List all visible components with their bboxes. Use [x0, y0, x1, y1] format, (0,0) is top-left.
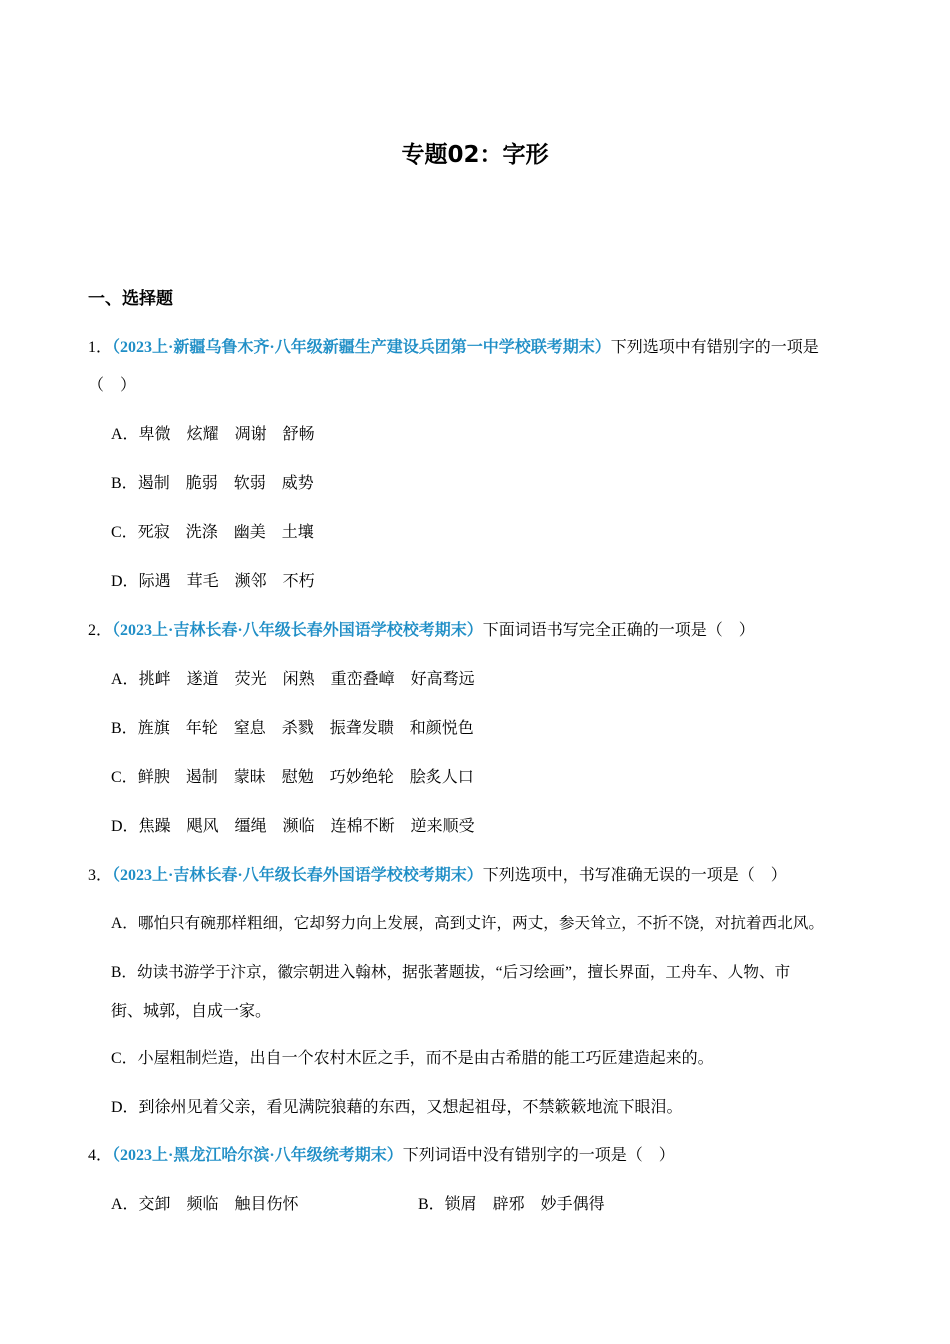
question-text: 下列词语中没有错别字的一项是（ ）	[402, 1147, 675, 1164]
question-3-stem	[88, 862, 787, 885]
question-source: （2023上·吉林长春·八年级长春外国语学校校考期末）	[112, 622, 483, 639]
question-number: 3．	[88, 867, 113, 884]
option-d[interactable]: D．际遇 茸毛 濒邻 不朽	[111, 573, 315, 590]
question-source: （2023上·吉林长春·八年级长春外国语学校校考期末）	[112, 867, 483, 884]
option-b[interactable]: B．遏制 脆弱 软弱 威势	[111, 475, 314, 492]
question-text: 下面词语书写完全正确的一项是（ ）	[482, 622, 755, 639]
question-source: （2023上·新疆乌鲁木齐·八年级新疆生产建设兵团第一中学校联考期末）	[112, 339, 611, 356]
option-a[interactable]: A．哪怕只有碗那样粗细，它却努力向上发展，高到丈许，两丈，参天耸立，不折不饶，对抗着西北风。	[111, 915, 824, 932]
option-a[interactable]: A．挑衅 遂道 荧光 闲熟 重峦叠嶂 好高骛远	[111, 671, 475, 688]
option-c[interactable]: C．鲜腴 遏制 蒙昧 慰勉 巧妙绝轮 脍炙人口	[111, 769, 474, 786]
option-d[interactable]: D．焦躁 飓风 缰绳 濒临 连棉不断 逆来顺受	[111, 818, 475, 835]
option-b[interactable]: B．幼读书游学于汴京，徽宗朝进入翰林，据张著题拔，“后习绘画”，擅长界面，工舟车、人物、市	[111, 964, 791, 981]
question-text: 下列选项中，书写准确无误的一项是（ ）	[482, 867, 787, 884]
option-a[interactable]: A．卑微 炫耀 凋谢 舒畅	[111, 426, 315, 443]
question-number: 2．	[88, 622, 113, 639]
question-text: 下列选项中有错别字的一项是	[610, 339, 819, 356]
page-title: 专题02：字形	[401, 142, 549, 168]
option-c[interactable]: C．死寂 洗涤 幽美 土壤	[111, 524, 314, 541]
question-source: （2023上·黑龙江哈尔滨·八年级统考期末）	[112, 1147, 403, 1164]
option-b[interactable]: B．锁屑 辟邪 妙手偶得	[418, 1196, 605, 1213]
answer-paren: （ ）	[88, 377, 137, 394]
question-2-stem	[88, 617, 755, 640]
question-number: 1．	[88, 339, 113, 356]
question-number: 4．	[88, 1147, 113, 1164]
option-a[interactable]: A．交卸 频临 触目伤怀	[111, 1196, 299, 1213]
question-4-stem	[88, 1142, 675, 1165]
option-d[interactable]: D．到徐州见着父亲，看见满院狼藉的东西，又想起祖母，不禁簌簌地流下眼泪。	[111, 1099, 683, 1116]
option-b[interactable]: B．旌旗 年轮 窒息 杀戮 振聋发聩 和颜悦色	[111, 720, 474, 737]
section-heading: 一、选择题	[88, 289, 173, 309]
option-b-continued: 街、城郭，自成一家。	[111, 1003, 272, 1020]
option-c[interactable]: C．小屋粗制烂造，出自一个农村木匠之手，而不是由古希腊的能工巧匠建造起来的。	[111, 1050, 714, 1067]
question-1-stem	[88, 334, 819, 357]
